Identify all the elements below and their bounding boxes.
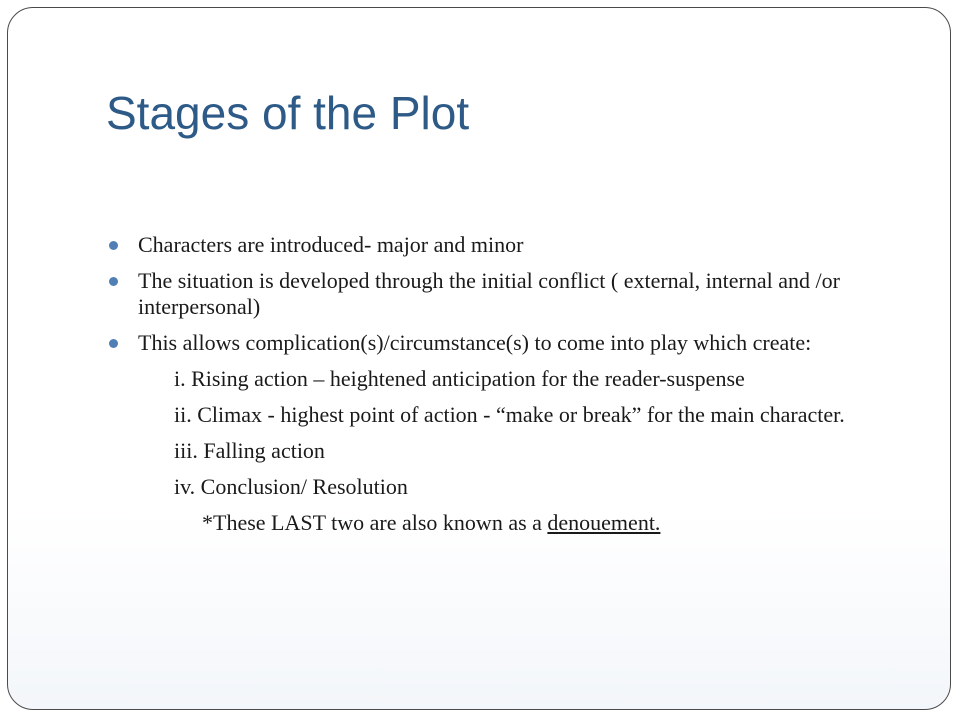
- sub-item-conclusion: [106, 474, 906, 500]
- bullet-dot-icon: [109, 339, 118, 348]
- sub-item-climax: [106, 402, 906, 428]
- bullet-text: This allows complication(s)/circumstance(s) to come into play which create:: [138, 330, 812, 355]
- bullet-item: [106, 330, 906, 356]
- denouement-term: denouement.: [547, 510, 661, 535]
- slide-title: Stages of the Plot: [106, 87, 470, 139]
- bullet-text: The situation is developed through the initial conflict ( external, internal and /or interpersonal): [138, 268, 840, 319]
- bullet-dot-icon: [109, 277, 118, 286]
- sub-item-text: ii. Climax - highest point of action - “make or break” for the main character.: [174, 402, 845, 427]
- denouement-note: [106, 510, 906, 536]
- note-text: *These LAST two are also known as a: [202, 510, 548, 535]
- sub-item-rising-action: [106, 366, 906, 392]
- bullet-item: [106, 268, 906, 320]
- slide-body: [106, 232, 906, 536]
- bullet-item: [106, 232, 906, 258]
- slide: [7, 7, 951, 710]
- sub-item-text: i. Rising action – heightened anticipation for the reader-suspense: [174, 366, 745, 391]
- sub-item-text: iv. Conclusion/ Resolution: [174, 474, 408, 499]
- bullet-text: Characters are introduced- major and minor: [138, 232, 524, 257]
- sub-item-falling-action: [106, 438, 906, 464]
- bullet-dot-icon: [109, 241, 118, 250]
- sub-item-text: iii. Falling action: [174, 438, 325, 463]
